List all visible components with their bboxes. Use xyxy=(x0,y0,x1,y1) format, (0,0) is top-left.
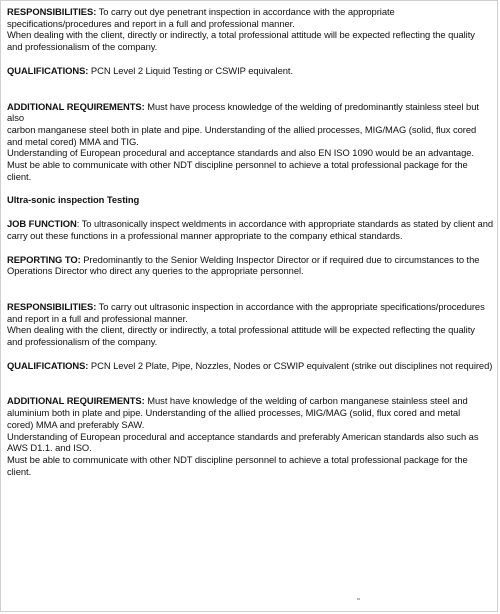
ut-job-label: JOB FUNCTION xyxy=(7,218,77,230)
ut-dealing-text-2: and professionalism of the company. xyxy=(7,336,158,348)
dp-additional-text-3: and metal cored) MMA and TIG. xyxy=(7,135,139,147)
ut-additional-label: ADDITIONAL REQUIREMENTS: xyxy=(7,395,145,407)
ut-responsibilities-text-2: and report in a full and professional manner. xyxy=(7,312,188,324)
dp-additional-label: ADDITIONAL REQUIREMENTS: xyxy=(7,100,145,112)
ut-additional-text-1: Must have knowledge of the welding of carbon manganese stainless steel and xyxy=(144,395,468,407)
dp-additional-text-5: Must be able to communicate with other NDT discipline personnel to achieve a total professional package for the xyxy=(7,159,468,171)
ut-additional-text-7: client. xyxy=(7,465,32,477)
ut-reporting-text-2: Operations Director who direct any queries to the appropriate personnel. xyxy=(7,265,304,277)
dp-responsibilities-text-1: To carry out dye penetrant inspection in accordance with the appropriate xyxy=(96,6,395,17)
dp-responsibilities xyxy=(7,6,495,53)
ut-responsibilities-label: RESPONSIBILITIES: xyxy=(7,300,97,312)
ut-responsibilities xyxy=(7,301,495,348)
ut-additional-text-5: AWS D1.1. and ISO. xyxy=(7,442,92,454)
dp-responsibilities-label: RESPONSIBILITIES: xyxy=(7,6,97,17)
ut-job-function xyxy=(7,218,495,241)
ut-additional-text-6: Must be able to communicate with other NDT discipline personnel to achieve a total professional package for the xyxy=(7,453,468,465)
ut-additional-text-3: cored) MMA and preferably SAW. xyxy=(7,418,145,430)
dp-additional-text-1: Must have process knowledge of the welding of predominantly stainless steel but also xyxy=(7,100,479,124)
page-mark xyxy=(357,598,360,600)
ut-dealing-text-1: When dealing with the client, directly or indirectly, a total professional attitude will be expected reflecting the quality xyxy=(7,324,475,336)
ut-job-text-2: carry out these functions in a professional manner appropriate to the company ethical standards. xyxy=(7,229,403,241)
dp-additional-text-2: carbon manganese steel both in plate and pipe. Understanding of the allied processes, MIG/MAG (solid, flux cored xyxy=(7,123,477,135)
dp-qualifications xyxy=(7,65,495,77)
dp-additional-requirements xyxy=(7,101,495,183)
dp-dealing-text-1: When dealing with the client, directly or indirectly, a total professional attitude will be expected reflecting the quality xyxy=(7,29,475,41)
ut-reporting-to xyxy=(7,254,495,277)
dp-qualifications-label: QUALIFICATIONS: xyxy=(7,64,89,76)
dp-dealing-text-2: and professionalism of the company. xyxy=(7,41,158,53)
ut-qualifications-label: QUALIFICATIONS: xyxy=(7,359,89,371)
ut-job-text-1: : To ultrasonically inspect weldments in accordance with appropriate standards as stated by client and xyxy=(76,218,494,230)
ut-reporting-label: REPORTING TO: xyxy=(7,253,81,265)
ut-section-heading: Ultra-sonic inspection Testing xyxy=(7,194,140,206)
dp-additional-text-6: client. xyxy=(7,170,32,182)
dp-additional-text-4: Understanding of European procedural and acceptance standards and also EN ISO 1090 would be an advantage. xyxy=(7,147,474,159)
ut-reporting-text-1: Predominantly to the Senior Welding Inspector Director or if required due to circumstances to the xyxy=(80,253,480,265)
ut-additional-text-2: aluminium both in plate and pipe. Understanding of the allied processes, MIG/MAG (solid, flux cored and metal xyxy=(7,407,461,419)
ut-qualifications xyxy=(7,360,495,372)
ut-qualifications-text: PCN Level 2 Plate, Pipe, Nozzles, Nodes or CSWIP equivalent (strike out disciplines not required) xyxy=(88,359,493,371)
ut-additional-requirements xyxy=(7,395,495,477)
dp-responsibilities-text-2: specifications/procedures and report in a full and professional manner. xyxy=(7,17,295,29)
ut-responsibilities-text-1: To carry out ultrasonic inspection in accordance with the appropriate specifications/procedures xyxy=(96,300,485,312)
ut-additional-text-4: Understanding of European procedural and acceptance standards and preferably American standards also such as xyxy=(7,430,479,442)
document-body xyxy=(7,6,495,477)
dp-qualifications-text: PCN Level 2 Liquid Testing or CSWIP equivalent. xyxy=(88,64,294,76)
